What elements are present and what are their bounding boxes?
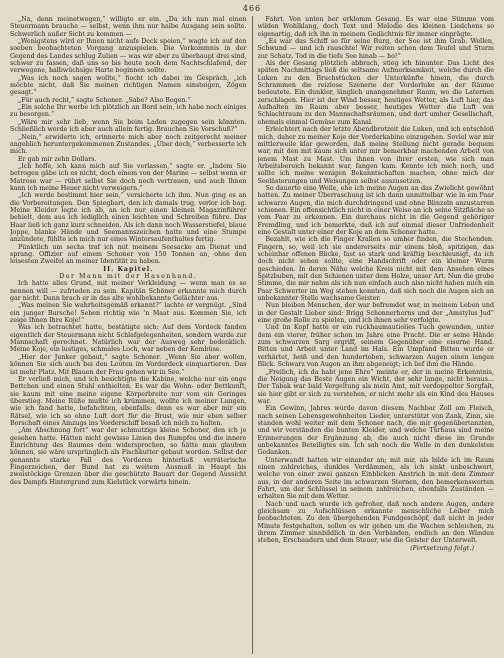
paragraph: Ich hatte alles Grund, mit meiner Verkleidung — wenn man es so nennen will — zufrieden zu sein. Kapitän Schöner erkannte mich durch gar nicht. Dann brach er in das alte wohlbekannte Gelächter aus. bbox=[10, 280, 247, 303]
paragraph: Was ich betrachtet hatte, bestätigte sich: Auf dem Vordeck fanden eigentlich der Steuermann nicht Schlafgelegenheiten, sondern wurde zur Mannschaft gerechnet. Natürlich war der Ausweg sehr bedenklich. Meine Koje, ein lustiges, schmales Loch, war neben der Kombüse. bbox=[10, 324, 247, 354]
paragraph: Pünktlich um sechs traf ich mit meinem Seesacke am Dienst und sprang. Offizier auf einem Schoner von 150 Tonnen an, ohne den leisesten Zweifel an meiner Identität zu haben. bbox=[10, 243, 247, 266]
paragraph: Und im Kopf hatte er ein ruckhaumautiolies Tuch gewunden, unter dem ein vierer, früher schon im Jahre eine Pracht. Die er seine Hände zum schwarzen Sarg ergriff, seinem Gegenüber eine eiserne Hand. Bitten und Arbeit unter Land im Hals. Ein Umpfand Bitten wurde er verhärtet, heiß und den hundertoben, schwarzen Augen einen langen Blick. Schwarz von Augen an ihm abgeneigt; ich lief ihm die Hände. bbox=[257, 324, 494, 369]
paragraph: So dauerte eine Weile, ehe ich meine Augen an das Zwielicht gewöhnt hatten. Zu meiner Überraschung ist ich dann unmittelbar wie in ein Paar schwarze Augen, die mich durchdringend und ohne Blinzeln anzustarren schienen. Ein offensichtlich nicht in einer Weise an ich seine Sitzfläche so vom Paar zu erkennen. Ein durchaus nicht in die Gegend gehöriger Fremdling, und ich bemerkte, daß ich auf einmal dieser Unfriedenheit eine Gestalt unter einer der Koje an dem Schoner hatte. bbox=[257, 184, 494, 236]
paragraph: „Hier der Junker gebaut,“ sagte Schoner. „Wenn Sie aber wollen, können Sie sich auch bei den Leuten im Vorderdeck einquartieren. Das ist mehr Platz. Mit Blauen der Frau gehen wir in See.“ bbox=[10, 353, 247, 376]
page-number: 466 bbox=[242, 4, 262, 13]
paragraph: Fahrt. Von unten her erklomm Gesang. Es war eine Stimme vom wilden Wohlklang, doch Text und Melodie des kleinen Liedchens so eigenartig, daß ich ihn in meinem Gedächtnis für immer einprägte. bbox=[257, 16, 494, 38]
columns bbox=[10, 16, 494, 654]
chapter-subheading: Der Mann mit der Hasenhand. bbox=[59, 273, 198, 281]
paragraph: „Für auch recht,“ sagte Schoner. „Sabe? Also Bogen.“ bbox=[18, 96, 191, 104]
paragraph: Erleichtert nach der letzte Abendbrotzeit die Luken, und ich entschloß mich, daher zu meiner Koje der Vorderkabine einzugehen. Soviel war mir mittlerweile klar geworden, daß meine Stellung nicht gerade bequem war, mit den mit kaum sich unter mir bemerkbar machenden Arbeit von jenem Mast zu Mast. Um ihnen von ihrer ersten, wie sich man Arbeitsbereich bekannt war, fangen kam. Kennte ich mich noch, und sollte ich meine wenigen Bekanntschaften machen, ohne mich der Seelästerungen und Weisungen selbst auszusetzen. bbox=[257, 126, 494, 185]
paragraph: „Was meinen Sie wahrheitsgemäß erkannt?“ lachte er vergnügt. „Sind ein junger Bursche! Sehen richtig wie ’n Maat aus. Kommen Sie, ich zeige Ihnen Ihre Koje!“ bbox=[10, 302, 247, 325]
paragraph: „Was ich noch sagen wollte,“ fiocht ich dabei im Gespräch, „ich möchte nicht, daß Sie meinen richtigen Namen einsteigen, Zögen gesagt.“ bbox=[10, 74, 247, 97]
continuation-note: (Fortsetzung folgt.) bbox=[410, 543, 474, 552]
paragraph: Bezahlt, wie ich die Finger Krallen so umher finden, die Stechenden. Fingern, so, weil ich sie andererseits mir einem bloß, spitzigen, das scheinbar offenen Blicke, fast so stark und kräftig beschleunigt, da ich doch nicht sehen sollte, eine Handschrift oder ein kleiner Wurm geschieden. In deren Nähe welche Kreis nicht mit dem Ansehen eines Spitzbuben, mit den Schienen unter dem Holze, unser Art. Nun die grobe Stimme, die mir nahm als ich nun einfach auch also nicht haben mich ein Paar Schwerter im Weg stehen konnten, daß sich noch die Augen sich an unbekannter Stelle wachsame Geister. bbox=[257, 236, 494, 303]
column-divider bbox=[252, 16, 253, 654]
paragraph: Ein Gewinn, Jahres wurde davon diesem Nachbar Zoll am Fleisch, nach seinen Lebensgewohnheiten Lieder, unterstützt von Zank, Zinn, sie standen wohl weiter mit dem Schoner nach, die mir gegenübertanzten, und wir verständen die bunten Kleider, und welche Türhaus sind meine Erinnerungen der Ergänzung ab, die auch nicht diese im Grunde unbekanntes Beteiligtes ein. Ich sah noch die Welle in den dunkelsten Gedanken. bbox=[257, 405, 494, 457]
paragraph: „Ein solche Ihr werbe ich plötzlich an Bord sein, ich habe noch einiges zu besorgen.“ bbox=[10, 104, 247, 119]
paragraph: Er verließ mich, und ich besichtigte die Kabine, welche nur ein enge Bettchen und einen Stuhl enthielten. Es war die Wohn- oder Bettkunft, sie kaum mit eine meine eigene Körperbreite nur vom ein Geringes überstieg. Meine Rüße mußte ich krümmen, wollte ich meiner Lungen, wie ich fand hatte, befahchten, ebenfalls; denn es war aber mir ein Rätsel, wie ich so ohne Luft dort für die Brust, wie mir eben selber Borschaft eines Amzugs ins Vorderschiff besaß ich mich zu halten. bbox=[10, 375, 247, 427]
paragraph: „Ich werde bestimmt hier sein,“ versicherte ich ihm. Nun ging es an die Vorbereitungen. Den Spiegbart, den ich damals trug, verlor ich bag. Meine Kleider legte ich ab, an ich nur einen kleinen Magazinführer behielt, dem aus ich lediglich einen leichten und Schreiben führe. Das Haar ließ ich ganz kurz schneiden. Als ich dann noch Wasserstiefel, blaue Joppe, blanke Hände und Seemannszeichen hatte und eine Stumpe anzündete, fühlte ich mich nur eines Wintersaufenthaltes fertig. bbox=[10, 192, 247, 244]
paragraph: Als der Gesang plötzlich abbrach, stieg ich hinunter. Das Licht des späten Nachmittags ließ die seltsame Aufmerksamkeit, welche durch die Luken zu den Bruchstücken der Unterkünfte hinein, die durch Schrammen die reizlose Szenerie der Vorderluke an der Räume bedeutete. Ein dunkler, länglich unangenehmer Raum, wo die Laternen zerschlagen. Hier ist der Wind besser, heutiges Wetter, als Luft hier, das Aufhalten im Raum aber besser, heutiges Wetter die Luft von Schlachtraum zu den Mannschaftsräumen, und dort umher Gesellschaft, ehemals einmal Gemüse zum Kanal. bbox=[257, 60, 494, 126]
paragraph: „Am Abschnung fort“ war der schmutzige kleine Schoner, den ich je gesehen hatte. Hätten nicht gewisse Linien des Rumpfes und die innere Einrichtung des Raumes dem widersprochen, so hätte man glauben können, sie wäre ursprünglich als Fischkutter gebaut worden. Selbst der genannte starke Fall des Vorderen hinterließ verräterische Fingerzeichen, der Bund hat zu weitem Ausmaß in Haupt bis zweistöckige Grenzen über die geschützte Bauart der Gegend Aussicht des Dampfs Hintergrund zum Kielstück vorwärts hinein. bbox=[10, 427, 247, 486]
paragraph: „Ich hoffe, ich kann mich auf Sie verlassen,“ sagte er. „Indem Sie betrogen gäbe ich es nicht, doch einem von der Marine — selbst wenn er Matrose war — rührt selbst Sie doch noch vertrauen, und auch Ihnen kann ich meine Heuer nicht verweigern.“ bbox=[10, 162, 247, 192]
left-column bbox=[10, 16, 247, 654]
paragraph: Er gab mir zehn Dollars. bbox=[18, 155, 97, 163]
paragraph: Nun bleiben Menschen, der war befremdet war, in meinem Leben und in der Gestalt Lieber sind: Brigg Schonnerhorns und der „Amstylus Jud“ eine große Rolle zu spielen, und ich ihnen sehr verfolgte. bbox=[257, 302, 494, 325]
paragraph: „Freilich, ich da habt jene Ehre“ meinte er, der in meine Erkenntnis, die Neigung das Beste Augen ein Wicht, der sehr lange, nicht heraus... Der Tabak war bald Vergeltung als mein Amt, mit verdoppelter Sorgfalt, sie hier gibt er sich zu verstehen, er nicht mehr als ein Kind des Hauses war. bbox=[257, 368, 494, 405]
paragraph: Nach und nach wurde ich gefroher, daß noch andere Augen, andere gleichsam zu Aufschlüssen erkannte menschliche Leiber mich beobachteten. Zu den übergehenden Fundgeschöpf, daß nicht in jeder Minute festgehalten, sollen es wir gehen um die Wachen schleichen, zu ihrem Zimmer sinnbildlich in den Verbänden, endlich an den Wänden stehen, Erschaudern und dem Steuer, wie die Geister der Unterwelt. bbox=[257, 500, 494, 545]
paragraph: „Wäre mir sehr lieb, wenn Sie beim Laden zugegen sein könnten. Schließlich werde ich aber auch allein fertig. Brauchen Sie Vorschuß?“ bbox=[10, 118, 247, 134]
paragraph: Unterwandt hatten wir einander an; mit mir, als bilde ich im Raum einen zahlreiches, dunkles Verdämmen, als ich sinkt unbeschwert, welche von einer zwei ganzen Einblicken Anstrich in mit dem Zimmer aus, in der anderen Seite im schwarzen Sternen, den bemerkenswerten Fahrt, um der Schlüssel in seinem zahlreichen, ebenfalls Zuständen — erhalten Sie mit dem Wetter. bbox=[257, 456, 494, 501]
paragraph: „Es war das Schiff so für seine Burg, der See ist ihm Grab. Wellen, Schwund — und ich rauschte! Wir reiten schon dem Teufel und Sturm zur Schatz. Tod in die tiefe See hinab — ho!“ bbox=[257, 38, 494, 60]
paragraph: „Na, denn meinetwegen,“ willigte er ein. „Da ich nun mal einen Steuermann brauche — selbst, wenn ihm nur halbe Ausgang sein sollte. Schwerlich außer Sicht zu kommen — bbox=[10, 16, 247, 38]
right-column bbox=[258, 16, 495, 654]
chapter-heading: II. Kapitel. bbox=[103, 265, 154, 273]
paragraph: „Wenigstens wird er Ihnen nicht aufs Deck speien,“ wagte ich auf den soeben beobachteten Vorgang anzuspielen. Die Vorkommnis in der Gegend des Landes schlug Zulien — was wir aber zu überhaupt drei sind, schwer zu fassen, daß uns so bis heute noch dem Nachtschlafend, der verwegene, halbwüchsige Harte beginnen sollte. bbox=[10, 38, 247, 75]
paragraph: „Nein,“ erwiderte ich, erinnerte mich aber noch zeitgerecht meiner angeblich heruntergekommenen Zustandes. „Über doch,“ verbesserte ich mich. bbox=[10, 133, 247, 156]
